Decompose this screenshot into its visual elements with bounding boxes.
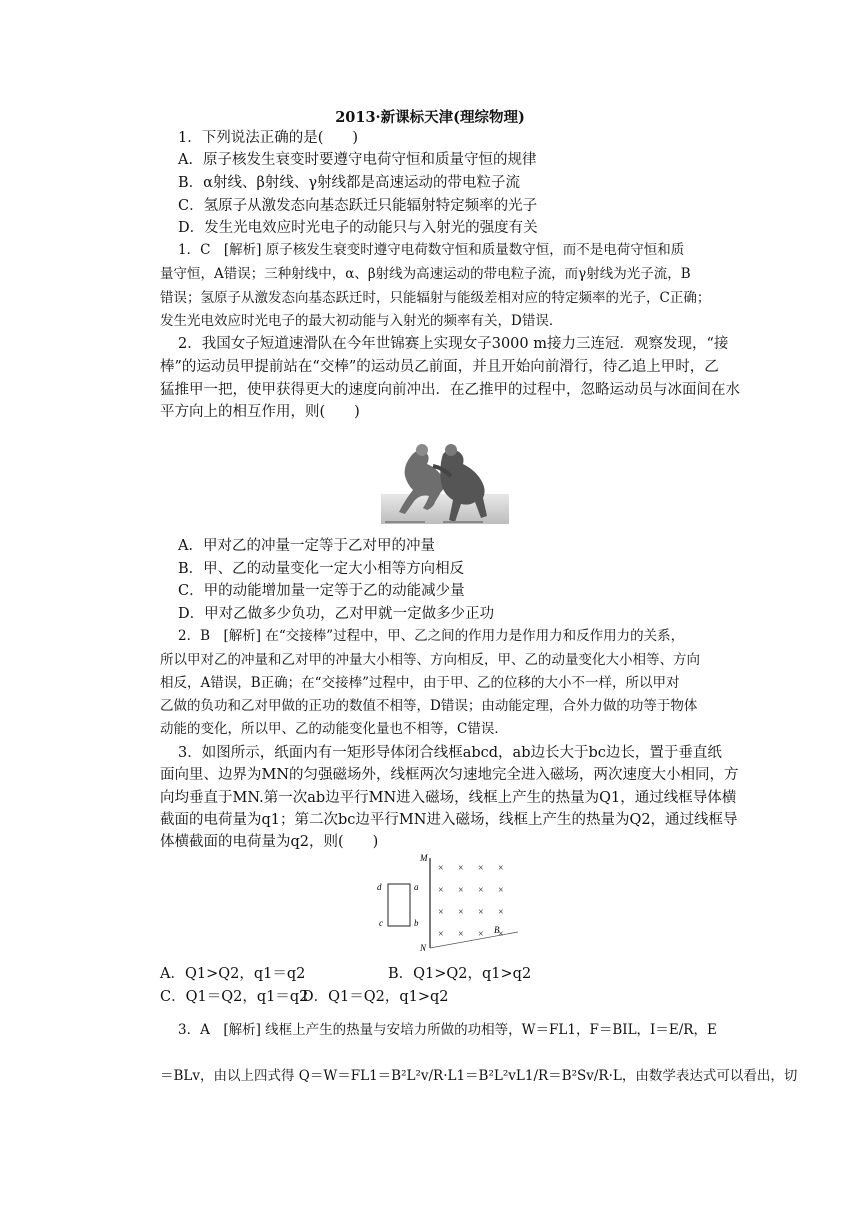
- wire-frame-abcd: [388, 884, 410, 926]
- q3-option-c: C．Q1＝Q2，q1＝q2: [160, 989, 309, 1005]
- q1-stem: 1．下列说法正确的是( ): [178, 130, 359, 146]
- q2-option-d: D．甲对乙做多少负功，乙对甲就一定做多少正功: [178, 606, 495, 622]
- label-m: M: [420, 853, 428, 863]
- field-cross-mark: ×: [438, 929, 444, 940]
- q3-answer-line: ＝BLv，由以上四式得 Q＝W＝FL1＝B²L²v/R·L1＝B²L²vL1/R＝B²Sv/R·L，由数学表达式可以看出，切: [160, 1068, 798, 1084]
- q3-answer-line: 3．A [解析] 线框上产生的热量与安培力所做的功相等，W＝FL1，F＝BIL，I＝E/R，E: [178, 1022, 717, 1038]
- field-cross-mark: ×: [498, 907, 504, 918]
- q2-answer-line: 2．B [解析] 在“交接棒”过程中，甲、乙之间的作用力是作用力和反作用力的关系，: [178, 628, 685, 644]
- q1-option-a: A．原子核发生衰变时要遵守电荷守恒和质量守恒的规律: [178, 152, 537, 168]
- field-cross-mark: ×: [458, 929, 464, 940]
- q1-answer-line: 发生光电效应时光电子的最大初动能与入射光的频率有关，D错误．: [160, 313, 563, 329]
- field-cross-mark: ×: [478, 929, 484, 940]
- q1-answer-line: 1．C [解析] 原子核发生衰变时遵守电荷数守恒和质量数守恒，而不是电荷守恒和质: [178, 242, 685, 258]
- label-c: c: [379, 918, 383, 928]
- q2-stem-line: 棒”的运动员甲提前站在“交棒”的运动员乙前面，并且开始向前滑行，待乙追上甲时，乙: [160, 359, 719, 375]
- label-field-b: B: [494, 925, 500, 935]
- field-cross-mark: ×: [498, 885, 504, 896]
- q2-stem-line: 2．我国女子短道速滑队在今年世锦赛上实现女子3000 m接力三连冠．观察发现，“接: [178, 336, 729, 352]
- field-cross-mark: ×: [458, 863, 464, 874]
- q3-stem-line: 向均垂直于MN.第一次ab边平行MN进入磁场，线框上产生的热量为Q1，通过线框导体横: [160, 790, 737, 806]
- q1-answer-line: 量守恒，A错误；三种射线中，α、β射线为高速运动的带电粒子流，而γ射线为光子流，B: [160, 266, 691, 282]
- q2-answer-line: 所以甲对乙的冲量和乙对甲的冲量大小相等、方向相反，甲、乙的动量变化大小相等、方向: [160, 652, 700, 668]
- field-cross-mark: ×: [498, 929, 504, 940]
- field-cross-mark: ×: [478, 863, 484, 874]
- field-cross-mark: ×: [438, 863, 444, 874]
- q2-option-c: C．甲的动能增加量一定等于乙的动能减少量: [178, 583, 465, 599]
- q2-stem-line: 猛推甲一把，使甲获得更大的速度向前冲出．在乙推甲的过程中，忽略运动员与冰面间在水: [160, 382, 740, 398]
- q3-stem-line: 截面的电荷量为q1；第二次bc边平行MN进入磁场，线框上产生的热量为Q2，通过线框导: [160, 812, 738, 828]
- field-cross-mark: ×: [458, 907, 464, 918]
- label-b: b: [414, 918, 419, 928]
- q1-answer-line: 错误；氢原子从激发态向基态跃迁时，只能辐射与能级差相对应的特定频率的光子，C正确；: [160, 290, 711, 306]
- magnetic-field-diagram: [370, 852, 522, 956]
- q1-option-d: D．发生光电效应时光电子的动能只与入射光的强度有关: [178, 220, 538, 236]
- label-d: d: [377, 882, 382, 892]
- q3-stem-line: 体横截面的电荷量为q2，则( ): [160, 834, 379, 850]
- q2-option-b: B．甲、乙的动量变化一定大小相等方向相反: [178, 561, 465, 577]
- field-cross-mark: ×: [498, 863, 504, 874]
- speed-skaters-image: [381, 436, 509, 524]
- q2-option-a: A．甲对乙的冲量一定等于乙对甲的冲量: [178, 538, 435, 554]
- q3-option-d: D．Q1＝Q2，q1>q2: [302, 989, 449, 1005]
- label-a: a: [414, 882, 419, 892]
- q1-option-b: B．α射线、β射线、γ射线都是高速运动的带电粒子流: [178, 175, 520, 191]
- q3-stem-line: 面向里、边界为MN的匀强磁场外，线框两次匀速地完全进入磁场，两次速度大小相同，方: [160, 767, 739, 783]
- label-n: N: [420, 943, 427, 953]
- field-cross-mark: ×: [478, 907, 484, 918]
- q1-option-c: C．氢原子从激发态向基态跃迁只能辐射特定频率的光子: [178, 198, 538, 214]
- q2-stem-line: 平方向上的相互作用，则( ): [160, 404, 360, 420]
- field-cross-mark: ×: [478, 885, 484, 896]
- document-title: 2013·新课标天津(理综物理): [335, 109, 525, 126]
- field-cross-mark: ×: [458, 885, 464, 896]
- q2-answer-line: 动能的变化，所以甲、乙的动能变化量也不相等，C错误．: [160, 721, 508, 737]
- q3-option-b: B．Q1>Q2，q1>q2: [388, 966, 532, 982]
- field-cross-mark: ×: [438, 907, 444, 918]
- q2-answer-line: 相反，A错误，B正确；在“交接棒”过程中，由于甲、乙的位移的大小不一样，所以甲对: [160, 675, 680, 691]
- field-cross-mark: ×: [438, 885, 444, 896]
- q2-answer-line: 乙做的负功和乙对甲做的正功的数值不相等，D错误；由动能定理，合外力做的功等于物体: [160, 698, 698, 714]
- q3-option-a: A．Q1>Q2，q1＝q2: [160, 966, 306, 982]
- q3-stem-line: 3．如图所示，纸面内有一矩形导体闭合线框abcd，ab边长大于bc边长，置于垂直纸: [178, 745, 722, 761]
